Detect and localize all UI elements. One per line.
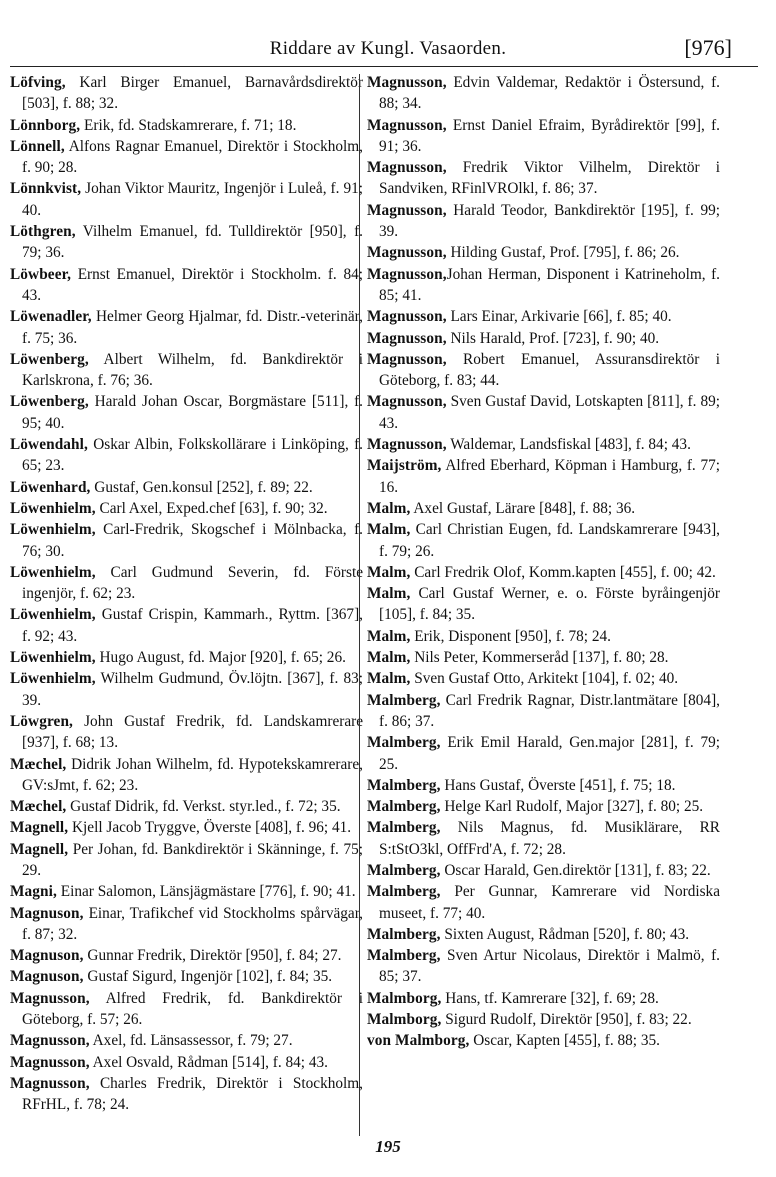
register-entry [10,562,363,605]
header-rule [10,66,758,67]
register-entry [10,966,363,987]
entry-surname: Löwenberg, [10,393,89,411]
entry-surname: Löwenhielm, [10,606,96,624]
register-entry [10,796,363,817]
entry-surname: Magnusson, [367,436,447,454]
entry-surname: Löwenberg, [10,350,89,368]
entry-surname: Magnusson, [367,74,447,91]
entry-details: Oscar, Kapten [455], f. 88; 35. [469,1032,660,1050]
entry-surname: Magni, [10,883,57,901]
register-entry [10,221,363,264]
entry-details: Ernst Emanuel, Direktör i Stockholm. f. 84; 43. [22,265,363,304]
register-entry [367,647,720,668]
entry-details: Kjell Jacob Tryggve, Överste [408], f. 96; 41. [68,819,352,837]
entry-details: Nils Magnus, fd. Musiklärare, RR S:tStO3kl, OffFrd'A, f. 72; 28. [379,819,720,858]
entry-details: Harald Teodor, Bankdirektör [195], f. 99; 39. [379,201,720,241]
entry-details: Karl Birger Emanuel, Barnavårdsdirektör [503], f. 88; 32. [22,74,363,113]
entry-details: Axel, fd. Länsassessor, f. 79; 27. [89,1032,293,1050]
entry-surname: Malmberg, [367,734,441,752]
register-entry [367,72,720,115]
entry-details: Axel Osvald, Rådman [514], f. 84; 43. [89,1053,328,1071]
entry-surname: Malmberg, [367,819,441,837]
register-entry [10,817,363,838]
register-entry [367,115,720,158]
entry-surname: Löwenhielm, [10,563,96,581]
entry-details: Didrik Johan Wilhelm, fd. Hypotekskamrerare, GV:sJmt, f. 62; 23. [22,755,363,794]
entry-surname: Malmberg, [367,776,441,794]
entry-details: Albert Wilhelm, fd. Bankdirektör i Karlskrona, f. 76; 36. [22,350,363,390]
entry-surname: Magnuson, [10,947,84,965]
register-entry [10,306,363,349]
entry-details: Alfred Eberhard, Köpman i Hamburg, f. 77; 16. [379,457,720,496]
entry-surname: Magnusson, [367,244,447,262]
entry-surname: Magnell, [10,819,69,837]
entry-surname: Magnusson, [367,201,447,219]
register-entry [10,519,363,562]
entry-surname: Malmberg, [367,883,441,901]
register-entry [10,264,363,307]
right-column [367,72,720,1052]
entry-surname: Löthgren, [10,223,76,241]
entry-details: Sixten August, Rådman [520], f. 80; 43. [440,925,690,943]
register-entry [10,72,363,115]
entry-details: Gustaf, Gen.konsul [252], f. 89; 22. [90,478,313,496]
entry-details: Edvin Valdemar, Redaktör i Östersund, f. 88; 34. [379,74,720,113]
entry-surname: Malm, [367,585,411,603]
page-number: 195 [375,1137,401,1156]
register-entry [10,1073,363,1116]
entry-surname: Malmberg, [367,691,441,709]
register-entry [10,839,363,882]
entry-surname: Malm, [367,627,411,645]
entry-details: Lars Einar, Arkivarie [66], f. 85; 40. [446,308,672,326]
entry-surname: Malm, [367,563,411,581]
entry-details: Carl Fredrik Ragnar, Distr.lantmätare [804], f. 86; 37. [379,691,720,730]
register-entry [10,668,363,711]
entry-surname: Malmberg, [367,947,441,965]
register-entry [367,881,720,924]
register-entry [367,200,720,243]
entry-details: Sven Artur Nicolaus, Direktör i Malmö, f. 85; 37. [379,947,720,986]
entry-details: Gunnar Fredrik, Direktör [950], f. 84; 27. [83,947,342,965]
register-entry [367,817,720,860]
entry-details: Alfred Fredrik, fd. Bankdirektör i Göteborg, f. 57; 26. [22,989,363,1029]
entry-surname: Malm, [367,521,411,539]
entry-surname: Malm, [367,649,411,667]
entry-surname: Magnusson, [10,989,90,1007]
register-entry [10,498,363,519]
entry-surname: Lönnell, [10,137,65,155]
entry-surname: Magnusson, [10,1074,90,1092]
register-entry [10,881,363,902]
register-entry [367,626,720,647]
entry-details: John Gustaf Fredrik, fd. Landskamrerare [937], f. 68; 13. [22,712,363,752]
register-entry [367,796,720,817]
entry-surname: Maijström, [367,457,442,475]
register-entry [367,775,720,796]
entry-details: Erik Emil Harald, Gen.major [281], f. 79; 25. [379,734,720,773]
entry-surname: Mæchel, [10,755,67,773]
entry-surname: Magnusson, [367,308,447,326]
entry-details: Hilding Gustaf, Prof. [795], f. 86; 26. [446,244,680,262]
register-entry [367,732,720,775]
left-column [10,72,363,1116]
page-reference: [976] [684,35,732,60]
entry-details: Carl Axel, Exped.chef [63], f. 90; 32. [95,499,328,517]
register-entry [10,1052,363,1073]
entry-details: Helmer Georg Hjalmar, fd. Distr.-veterinär, f. 75; 36. [22,308,363,347]
running-title: Riddare av Kungl. Vasaorden. [269,38,507,59]
entry-surname: Löwenhielm, [10,649,96,667]
column-divider [359,74,360,1136]
register-entry [10,391,363,434]
register-entry [10,945,363,966]
entry-surname: Löwenhielm, [10,670,96,688]
entry-surname: Malm, [367,670,411,688]
entry-details: Johan Viktor Mauritz, Ingenjör i Luleå, f. 91; 40. [22,180,363,219]
register-entry [367,498,720,519]
register-entry [367,264,720,307]
entry-details: Carl-Fredrik, Skogschef i Mölnbacka, f. 76; 30. [22,521,363,560]
entry-surname: Magnusson, [367,329,447,347]
entry-surname: Magnusson, [10,1053,90,1071]
entry-details: Per Johan, fd. Bankdirektör i Skänninge, f. 75; 29. [22,840,363,879]
entry-details: Fredrik Viktor Vilhelm, Direktör i Sandviken, RFinlVROlkl, f. 86; 37. [379,159,720,198]
entry-details: Waldemar, Landsfiskal [483], f. 84; 43. [446,436,691,454]
entry-details: Carl Gustaf Werner, e. o. Förste byråingenjör [105], f. 84; 35. [379,585,720,624]
entry-details: Hans, tf. Kamrerare [32], f. 69; 28. [441,989,659,1007]
register-entry [367,1030,720,1051]
register-entry [10,178,363,221]
entry-details: Hans Gustaf, Överste [451], f. 75; 18. [440,776,676,794]
register-entry [367,242,720,263]
entry-details: Nils Harald, Prof. [723], f. 90; 40. [446,329,660,347]
entry-details: Erik, Disponent [950], f. 78; 24. [410,627,611,645]
entry-details: Oscar Harald, Gen.direktör [131], f. 83; 22. [440,861,711,879]
entry-details: Hugo August, fd. Major [920], f. 65; 26. [95,649,346,667]
register-entry [10,136,363,179]
entry-surname: Lönnkvist, [10,180,82,198]
entry-surname: Magnuson, [10,968,84,986]
entry-surname: Magnusson, [10,1032,90,1050]
entry-surname: Löwendahl, [10,436,88,454]
entry-details: Einar Salomon, Länsjägmästare [776], f. 90; 41. [56,883,356,901]
register-entry [367,519,720,562]
entry-details: Johan Herman, Disponent i Katrineholm, f. 85; 41. [379,265,720,304]
entry-details: Per Gunnar, Kamrerare vid Nordiska museet, f. 77; 40. [379,883,720,922]
entry-surname: Löwbeer, [10,265,71,283]
register-entry [367,924,720,945]
entry-surname: Magnusson, [367,265,447,283]
entry-details: Einar, Trafikchef vid Stockholms spårvägar, f. 87; 32. [22,904,363,943]
register-entry [10,988,363,1031]
entry-details: Sven Gustaf Otto, Arkitekt [104], f. 02; 40. [410,670,679,688]
register-entry [367,157,720,200]
register-entry [10,754,363,797]
entry-details: Ernst Daniel Efraim, Byrådirektör [99], f. 91; 36. [379,116,720,155]
register-entry [367,690,720,733]
entry-surname: von Malmborg, [367,1032,470,1050]
entry-details: Nils Peter, Kommerseråd [137], f. 80; 28. [410,649,669,667]
entry-surname: Magnusson, [367,116,447,134]
register-entry [367,306,720,327]
entry-details: Axel Gustaf, Lärare [848], f. 88; 36. [410,499,636,517]
entry-surname: Löfving, [10,74,66,91]
entry-details: Gustaf Didrik, fd. Verkst. styr.led., f. 72; 35. [66,798,341,816]
entry-surname: Malm, [367,499,411,517]
entry-details: Carl Christian Eugen, fd. Landskamrerare [943], f. 79; 26. [379,521,720,560]
entry-surname: Malmborg, [367,1011,442,1029]
register-entry [367,988,720,1009]
entry-surname: Löwenhielm, [10,499,96,517]
entry-surname: Löwenhielm, [10,521,96,539]
entry-details: Erik, fd. Stadskamrerare, f. 71; 18. [80,116,297,134]
register-entry [367,945,720,988]
entry-details: Helge Karl Rudolf, Major [327], f. 80; 25. [440,798,704,816]
register-entry [367,391,720,434]
entry-details: Gustaf Crispin, Kammarh., Ryttm. [367], f. 92; 43. [22,606,363,645]
register-entry [10,434,363,477]
entry-surname: Magnuson, [10,904,84,922]
entry-details: Carl Fredrik Olof, Komm.kapten [455], f. 00; 42. [410,563,716,581]
register-entry [367,349,720,392]
entry-surname: Malmborg, [367,989,442,1007]
register-entry [367,1009,720,1030]
entry-surname: Löwenhard, [10,478,91,496]
entry-details: Charles Fredrik, Direktör i Stockholm, RFrHL, f. 78; 24. [22,1074,363,1114]
register-entry [367,583,720,626]
entry-surname: Malmberg, [367,798,441,816]
register-entry [367,434,720,455]
register-entry [10,1030,363,1051]
register-entry [10,647,363,668]
entry-details: Oskar Albin, Folkskollärare i Linköping, f. 65; 23. [22,436,363,475]
entry-surname: Magnusson, [367,393,447,411]
entry-surname: Malmberg, [367,861,441,879]
entry-surname: Malmberg, [367,925,441,943]
register-entry [10,477,363,498]
entry-surname: Lönnborg, [10,116,81,134]
entry-details: Robert Emanuel, Assuransdirektör i Göteborg, f. 83; 44. [379,350,720,390]
entry-surname: Magnusson, [367,159,447,177]
entry-details: Carl Gudmund Severin, fd. Förste ingenjör, f. 62; 23. [22,563,363,603]
register-entry [10,711,363,754]
entry-details: Harald Johan Oscar, Borgmästare [511], f. 95; 40. [22,393,363,432]
register-entry [367,328,720,349]
entry-details: Sven Gustaf David, Lotskapten [811], f. 89; 43. [379,393,720,432]
entry-details: Wilhelm Gudmund, Öv.löjtn. [367], f. 83; 39. [22,670,363,709]
entry-surname: Magnell, [10,840,69,858]
entry-details: Sigurd Rudolf, Direktör [950], f. 83; 22. [441,1011,692,1029]
register-entry [367,562,720,583]
register-entry [367,668,720,689]
entry-details: Vilhelm Emanuel, fd. Tulldirektör [950], f. 79; 36. [22,223,363,262]
entry-surname: Löwgren, [10,712,73,730]
entry-details: Alfons Ragnar Emanuel, Direktör i Stockholm, f. 90; 28. [22,137,363,177]
register-entry [10,115,363,136]
register-entry [367,860,720,881]
entry-details: Gustaf Sigurd, Ingenjör [102], f. 84; 35. [83,968,333,986]
register-entry [10,604,363,647]
entry-surname: Löwenadler, [10,308,92,326]
register-entry [10,349,363,392]
entry-surname: Mæchel, [10,798,67,816]
register-entry [10,903,363,946]
entry-surname: Magnusson, [367,350,447,368]
page-header [0,35,776,66]
register-entry [367,455,720,498]
